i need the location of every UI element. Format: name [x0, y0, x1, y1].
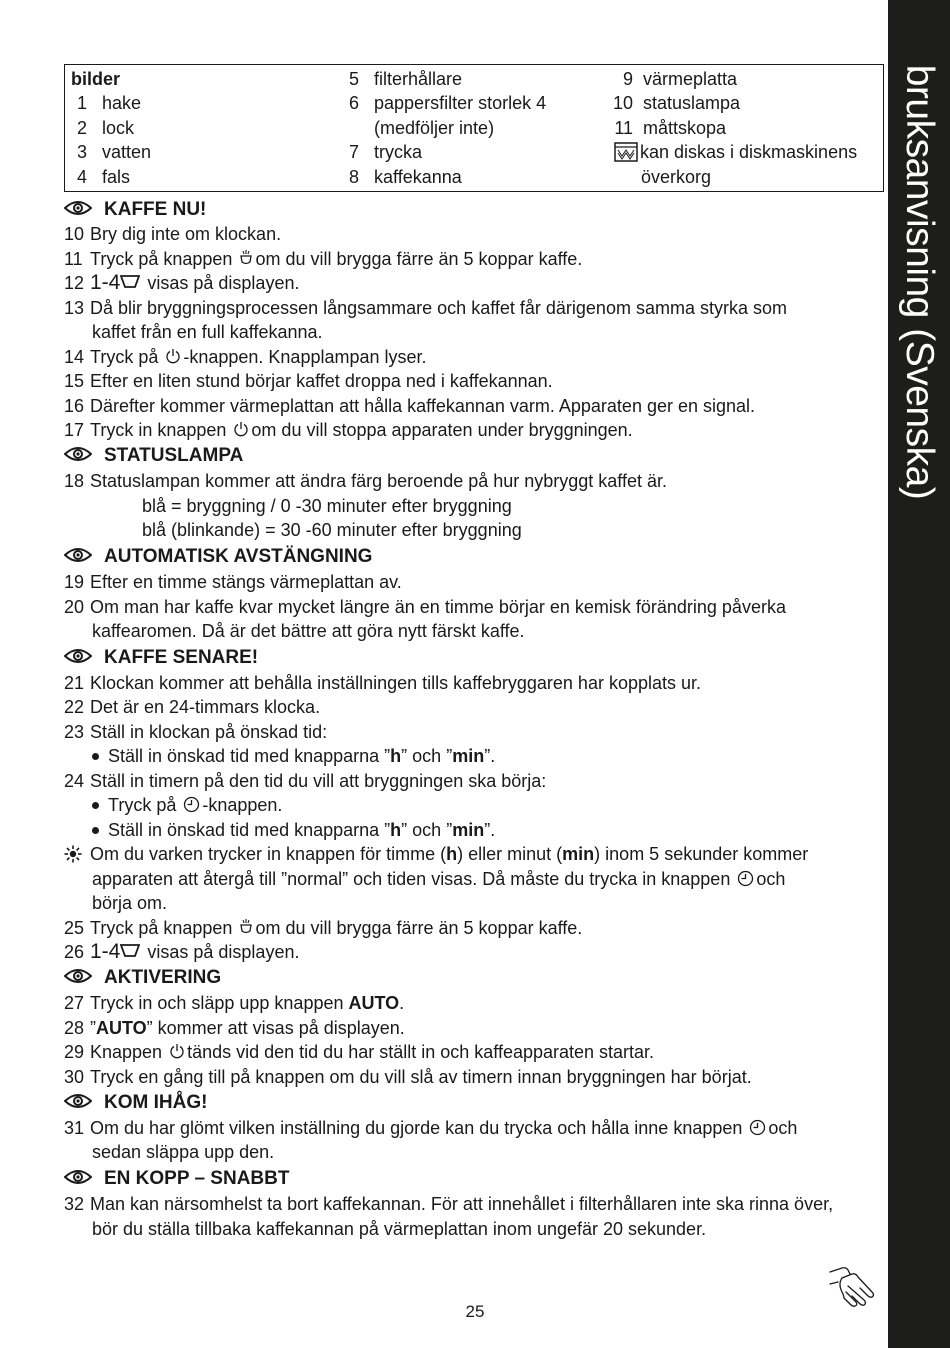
instruction-line: 19 Efter en timme stängs värmeplattan av. [64, 572, 402, 592]
eye-icon [64, 547, 92, 563]
power-icon [169, 1043, 185, 1059]
legend-item: 8 kaffekanna [348, 167, 462, 187]
instruction-line: 11 Tryck på knappen om du vill brygga färre än 5 koppar kaffe. [64, 249, 583, 269]
bullet-line: Ställ in önskad tid med knapparna ”h” och ”min”. [92, 818, 495, 843]
eye-icon [64, 200, 92, 216]
eye-icon [64, 648, 92, 664]
instruction-line: 15 Efter en liten stund börjar kaffet droppa ned i kaffekannan. [64, 371, 553, 391]
instruction-line: 16 Därefter kommer värmeplattan att hålla kaffekannan varm. Apparaten ger en signal. [64, 396, 756, 416]
legend-item: 5 filterhållare [348, 69, 463, 89]
instruction-line: 25 Tryck på knappen om du vill brygga färre än 5 koppar kaffe. [64, 918, 583, 938]
legend-item: 10 statuslampa [612, 93, 741, 113]
instruction-line: 20 Om man har kaffe kvar mycket längre än en timme börjar en kemisk förändring påverka [64, 597, 786, 617]
instruction-line: 21 Klockan kommer att behålla inställningen tills kaffebryggaren har kopplats ur. [64, 673, 702, 693]
instruction-line: 14 Tryck på -knappen. Knapplampan lyser. [64, 347, 427, 367]
dishwasher-icon [614, 142, 638, 162]
tip-line: Om du varken trycker in knappen för timme (h) eller minut (min) inom 5 sekunder kommer [64, 842, 808, 867]
tip-line-cont: börja om. [92, 893, 168, 913]
legend-item: 9 värmeplatta [622, 69, 738, 89]
cup-icon [120, 943, 140, 959]
instruction-line: 24 Ställ in timern på den tid du vill att bryggningen ska börja: [64, 771, 547, 791]
power-icon [165, 348, 181, 364]
section-heading: KAFFE NU! [64, 198, 206, 222]
instruction-line: 26 1-4 visas på displayen. [64, 940, 300, 963]
bullet [92, 802, 99, 809]
clock-icon [183, 796, 200, 813]
section-heading: KOM IHÅG! [64, 1091, 207, 1115]
clock-icon [749, 1119, 766, 1136]
instruction-line: 27 Tryck in och släpp upp knappen AUTO. [64, 993, 405, 1013]
legend-item: 1 hake [76, 93, 142, 113]
section-heading: EN KOPP – SNABBT [64, 1167, 289, 1191]
instruction-line: 28 ”AUTO” kommer att visas på displayen. [64, 1018, 405, 1038]
tip-line-cont: apparaten att återgå till ”normal” och tiden visas. Då måste du trycka in knappen och [92, 869, 786, 889]
sun-icon [64, 845, 82, 863]
instruction-line: 32 Man kan närsomhelst ta bort kaffekannan. För att innehållet i filterhållaren inte ska rinna över, [64, 1194, 834, 1214]
legend-item-dishwasher: kan diskas i diskmaskinens [614, 140, 857, 165]
instruction-line: 30 Tryck en gång till på knappen om du vill slå av timern innan bryggningen har börjat. [64, 1067, 752, 1087]
legend-item-text: överkorg [641, 167, 712, 187]
status-color-line: blå = bryggning / 0 -30 minuter efter bryggning [142, 496, 512, 516]
small-cup-icon [239, 919, 253, 935]
section-heading: AKTIVERING [64, 966, 221, 990]
instruction-line-cont: kaffet från en full kaffekanna. [92, 322, 323, 342]
bullet [92, 753, 99, 760]
bullet-line: Ställ in önskad tid med knapparna ”h” och ”min”. [92, 744, 495, 769]
cup-count-symbol: 1-4 [90, 940, 121, 963]
legend-item: (medföljer inte) [374, 118, 495, 138]
instruction-line: 17 Tryck in knappen om du vill stoppa apparaten under bryggningen. [64, 420, 633, 440]
legend-header: bilder [71, 69, 121, 89]
section-heading: STATUSLAMPA [64, 444, 243, 468]
section-heading: KAFFE SENARE! [64, 646, 258, 670]
legend-item: 6 pappersfilter storlek 4 [348, 93, 547, 113]
bullet-line: Tryck på -knappen. [92, 793, 282, 818]
page-number: 25 [465, 1302, 485, 1321]
instruction-line: 18 Statuslampan kommer att ändra färg beroende på hur nybryggt kaffet är. [64, 471, 668, 491]
cup-icon [120, 274, 140, 290]
legend-item: 7 trycka [348, 142, 423, 162]
clock-icon [737, 870, 754, 887]
instruction-line: 29 Knappen tänds vid den tid du har ställt in och kaffeapparaten startar. [64, 1042, 655, 1062]
instruction-line: 12 1-4 visas på displayen. [64, 271, 300, 294]
instruction-line-cont: sedan släppa upp den. [92, 1142, 275, 1162]
cup-count-symbol: 1-4 [90, 271, 121, 294]
section-heading: AUTOMATISK AVSTÄNGNING [64, 545, 372, 569]
instruction-line: 22 Det är en 24-timmars klocka. [64, 697, 321, 717]
small-cup-icon [239, 250, 253, 266]
instruction-line: 10 Bry dig inte om klockan. [64, 224, 282, 244]
side-tab-title: bruksanvisning (Svenska) [898, 64, 941, 500]
legend-item: 11 måttskopa [614, 118, 727, 138]
instruction-line-cont: kaffearomen. Då är det bättre att göra nytt färskt kaffe. [92, 621, 525, 641]
parts-legend [64, 64, 884, 192]
status-color-line: blå (blinkande) = 30 -60 minuter efter bryggning [142, 520, 522, 540]
eye-icon [64, 1093, 92, 1109]
bullet [92, 827, 99, 834]
pointing-hand-icon [828, 1262, 880, 1308]
legend-item: 3 vatten [76, 142, 152, 162]
legend-item: 4 fals [76, 167, 131, 187]
eye-icon [64, 446, 92, 462]
instruction-line: 13 Då blir bryggningsprocessen långsammare och kaffet får därigenom samma styrka som [64, 298, 787, 318]
instruction-line-cont: bör du ställa tillbaka kaffekannan på värmeplattan inom ungefär 20 sekunder. [92, 1219, 707, 1239]
legend-item: 2 lock [76, 118, 135, 138]
instruction-line: 31 Om du har glömt vilken inställning du gjorde kan du trycka och hålla inne knappen och [64, 1118, 798, 1138]
instruction-line: 23 Ställ in klockan på önskad tid: [64, 722, 328, 742]
eye-icon [64, 968, 92, 984]
eye-icon [64, 1169, 92, 1185]
power-icon [233, 421, 249, 437]
